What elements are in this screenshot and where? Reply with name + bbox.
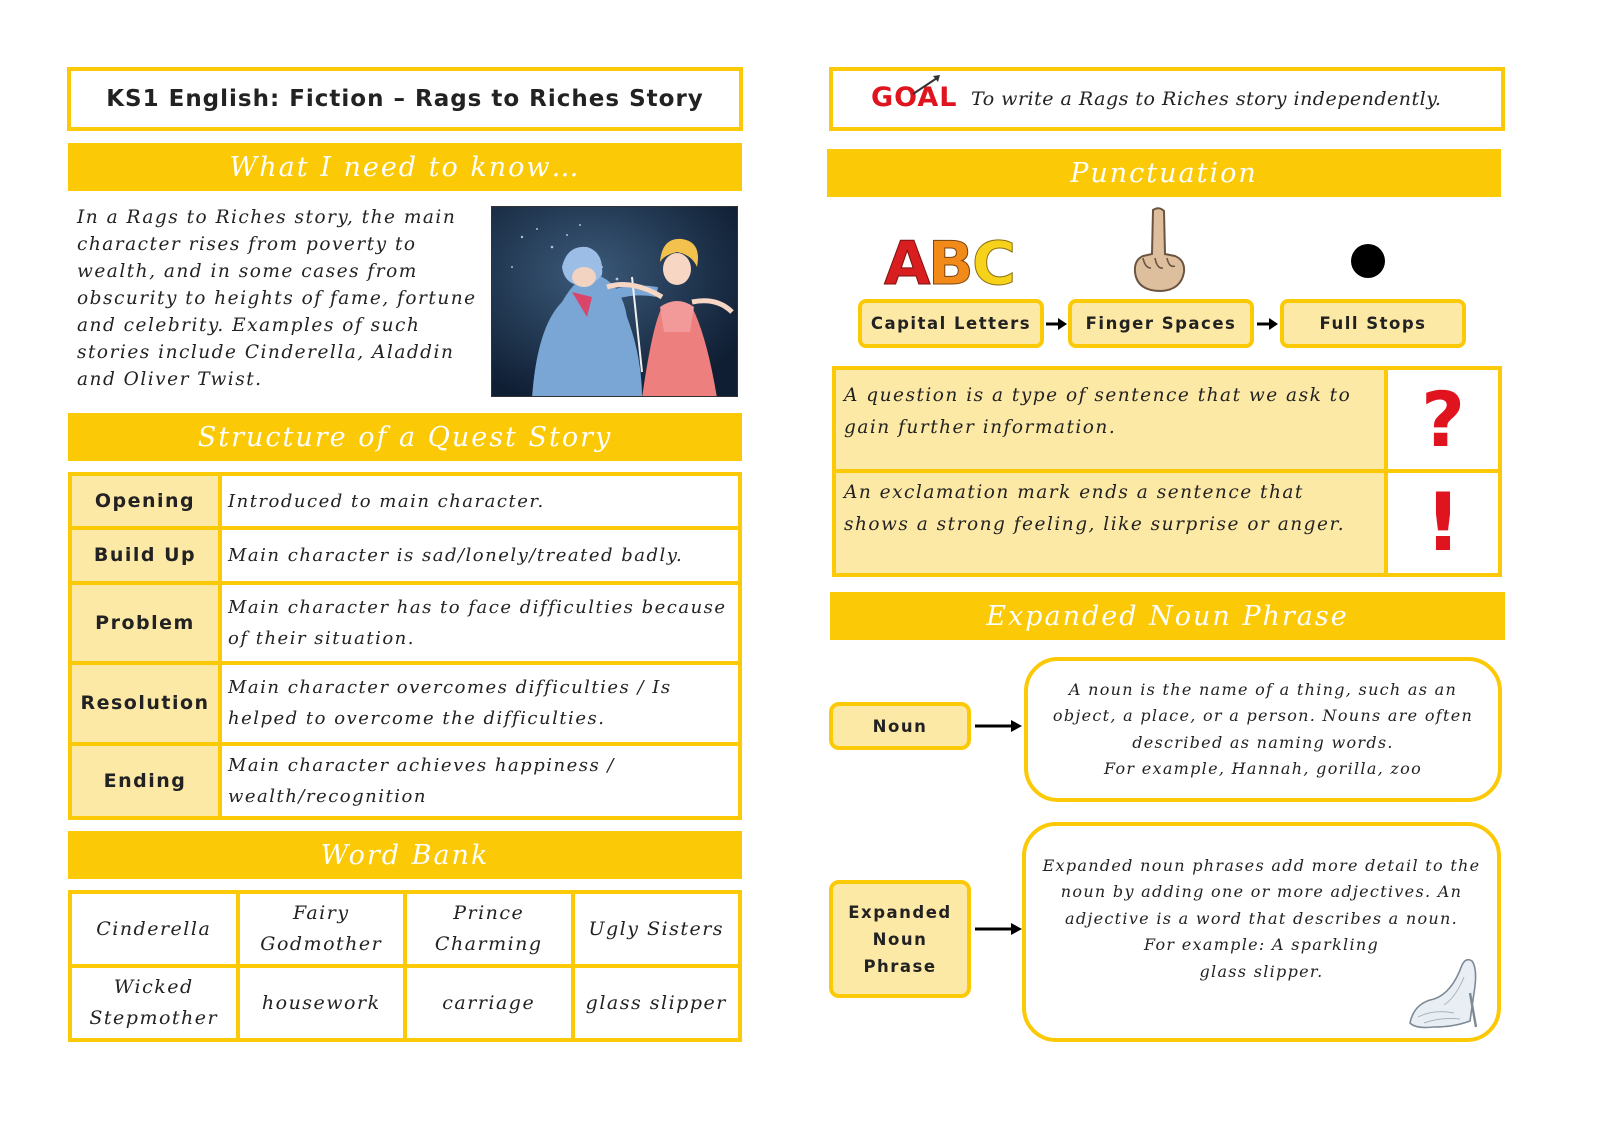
cinderella-illustration-svg <box>492 207 738 397</box>
full-stops-box <box>1280 299 1466 348</box>
abc-letters-icon <box>882 228 1022 290</box>
structure-description: Main character achieves happiness / wealth/recognition <box>220 744 740 818</box>
section-header-word-bank <box>68 831 742 879</box>
table-row <box>70 744 740 818</box>
dart-icon <box>911 74 941 96</box>
noun-label: Noun <box>872 716 928 736</box>
word-bank-cell: Cinderella <box>70 892 238 966</box>
section-header-need-to-know-text: What I need to know… <box>229 151 581 183</box>
word-bank-cell: Prince Charming <box>405 892 573 966</box>
question-mark-glyph: ? <box>1420 374 1466 464</box>
noun-definition-box <box>1024 657 1502 802</box>
exclamation-mark-icon <box>1388 473 1498 573</box>
noun-definition-text: A noun is the name of a thing, such as an object, a place, or a person. Nouns are often described as naming words. <box>1052 679 1474 752</box>
structure-description: Main character is sad/lonely/treated badly. <box>220 528 740 582</box>
table-row <box>70 474 740 528</box>
word-bank-cell: glass slipper <box>573 966 741 1040</box>
arrow-right-icon <box>1257 316 1279 332</box>
capital-letters-box <box>858 299 1044 348</box>
noun-example-text: For example, Hannah, gorilla, zoo <box>1103 759 1423 778</box>
pointing-finger-svg <box>1131 206 1187 292</box>
arrow-right-icon <box>975 921 1023 937</box>
structure-label: Problem <box>70 583 220 663</box>
exclamation-mark-glyph: ! <box>1424 476 1462 569</box>
table-row <box>70 966 740 1040</box>
arrow-right-svg <box>975 718 1023 734</box>
word-bank-cell: Fairy Godmother <box>238 892 406 966</box>
section-header-word-bank-text: Word Bank <box>320 839 490 871</box>
svg-text:C: C <box>972 229 1017 290</box>
page-title <box>67 67 743 131</box>
table-row <box>70 663 740 743</box>
table-row <box>70 892 740 966</box>
arrow-right-svg <box>1257 316 1279 332</box>
structure-description: Main character has to face difficulties because of their situation. <box>220 583 740 663</box>
expanded-noun-phrase-label-box <box>829 880 971 998</box>
structure-description: Main character overcomes difficulties / Is helped to overcome the difficulties. <box>220 663 740 743</box>
expanded-noun-phrase-example-text: For example: A sparkling glass slipper. <box>1143 935 1380 981</box>
full-stop-dot-icon <box>1351 244 1385 278</box>
structure-label: Ending <box>70 744 220 818</box>
pointing-finger-icon <box>1131 206 1187 292</box>
table-row <box>70 528 740 582</box>
structure-label: Build Up <box>70 528 220 582</box>
glass-slipper-svg <box>1404 953 1480 1031</box>
section-header-need-to-know <box>68 143 742 191</box>
word-bank-cell: housework <box>238 966 406 1040</box>
exclamation-definition: An exclamation mark ends a sentence that shows a strong feeling, like surprise or anger. <box>836 473 1388 573</box>
structure-label: Resolution <box>70 663 220 743</box>
goal-logo-text: GOAL <box>871 82 958 113</box>
arrow-right-svg <box>975 921 1023 937</box>
expanded-noun-phrase-definition-text: Expanded noun phrases add more detail to the noun by adding one or more adjectives. An adjective is a word that describes a noun. <box>1042 855 1481 928</box>
word-bank-cell: Wicked Stepmother <box>70 966 238 1040</box>
goal-text: To write a Rags to Riches story independently. <box>971 88 1442 110</box>
section-header-structure-text: Structure of a Quest Story <box>197 421 613 453</box>
capital-letters-label: Capital Letters <box>870 314 1032 333</box>
page-title-text: KS1 English: Fiction – Rags to Riches Story <box>106 86 704 112</box>
arrow-right-svg <box>1046 316 1068 332</box>
section-header-expanded-noun-phrase <box>830 592 1505 640</box>
structure-table <box>68 472 742 820</box>
full-stops-label: Full Stops <box>1319 314 1427 333</box>
word-bank-cell: carriage <box>405 966 573 1040</box>
goal-box <box>829 67 1505 131</box>
structure-description: Introduced to main character. <box>220 474 740 528</box>
svg-text:A: A <box>884 229 931 290</box>
question-mark-icon <box>1388 370 1498 473</box>
cinderella-illustration <box>491 206 738 397</box>
noun-label-box <box>829 702 971 750</box>
finger-spaces-label: Finger Spaces <box>1085 314 1237 333</box>
word-bank-table <box>68 890 742 1042</box>
word-bank-cell: Ugly Sisters <box>573 892 741 966</box>
word-bank-grid <box>68 890 742 1042</box>
goal-target-icon <box>871 82 958 116</box>
structure-table-grid <box>68 472 742 820</box>
finger-spaces-box <box>1068 299 1254 348</box>
glass-slipper-icon <box>1404 953 1480 1031</box>
expanded-noun-phrase-label: Expanded Noun Phrase <box>848 902 952 976</box>
arrow-right-icon <box>1046 316 1068 332</box>
section-header-punctuation-text: Punctuation <box>1070 157 1258 189</box>
arrow-right-icon <box>975 718 1023 734</box>
question-exclamation-table <box>832 366 1502 577</box>
question-definition: A question is a type of sentence that we ask to gain further information. <box>836 370 1388 473</box>
intro-text: In a Rags to Riches story, the main character rises from poverty to wealth, and in some cases from obscurity to heights of fame, fortune and celebrity. Examples of such stories include Cinderella, Aladdin and Oliver Twist. <box>77 207 477 390</box>
section-header-expanded-noun-phrase-text: Expanded Noun Phrase <box>986 600 1349 632</box>
structure-label: Opening <box>70 474 220 528</box>
table-row <box>70 583 740 663</box>
section-header-structure <box>68 413 742 461</box>
svg-text:B: B <box>928 229 974 290</box>
abc-letters-svg <box>882 228 1022 290</box>
section-header-punctuation <box>827 149 1501 197</box>
